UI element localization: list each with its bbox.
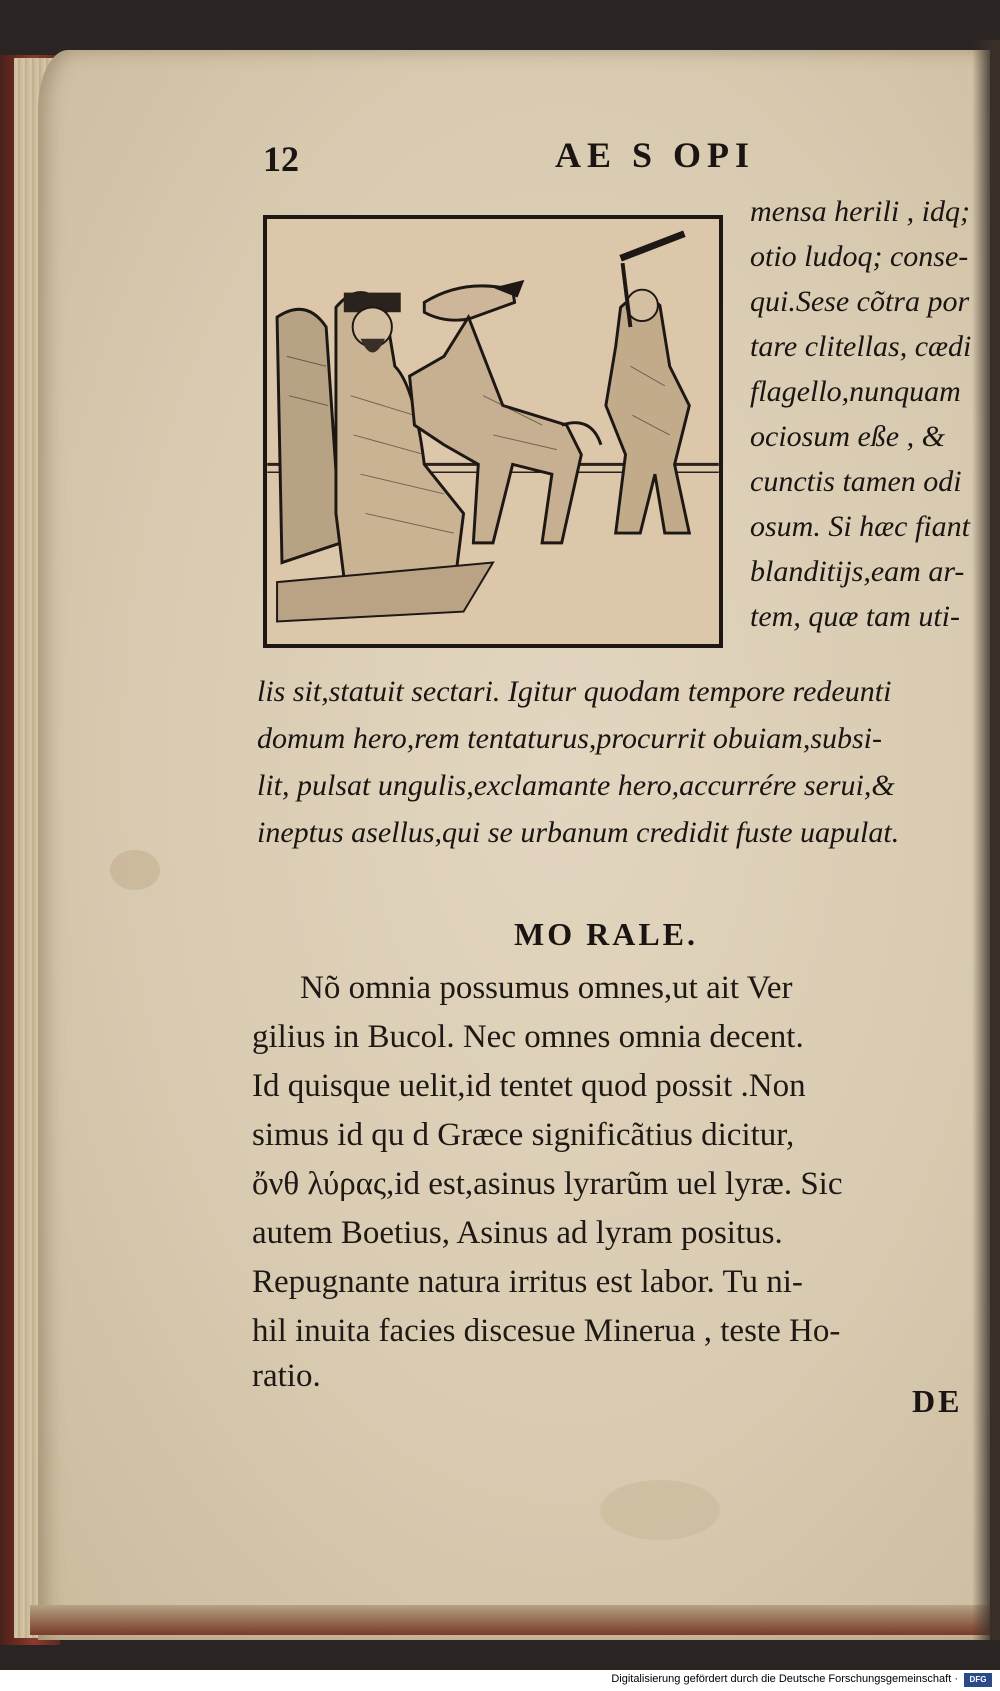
moral-heading: MO RALE. [514,916,698,952]
text-line: otio ludoq; conse- [750,240,969,273]
text-line: gilius in Bucol. Nec omnes omnia decent. [252,1019,804,1055]
woodcut-illustration [263,215,723,648]
text-line: hil inuita facies discesue Minerua , teste Ho- [252,1313,841,1349]
text-line: lit, pulsat ungulis,exclamante hero,accurrére serui,& [257,769,895,802]
text-line: ὄνθ λύρας,id est,asinus lyrarũm uel lyræ. Sic [252,1166,843,1202]
running-head: AE S OPI [555,135,756,175]
text-line: Id quisque uelit,id tentet quod possit .Non [252,1068,806,1104]
paper-stain [600,1480,720,1540]
text-line: blanditijs,eam ar- [750,555,965,588]
digitization-credit-bar [0,1670,1000,1691]
text-line: ociosum eße , & [750,420,945,453]
text-line: tem, quæ tam uti- [750,600,960,633]
text-line: tare clitellas, cædi [750,330,972,363]
text-line: lis sit,statuit sectari. Igitur quodam tempore redeunti [257,675,892,708]
woodcut-image [267,219,719,644]
text-line: osum. Si hæc fiant [750,510,971,543]
dfg-logo-icon: DFG [964,1673,992,1687]
text-line: ratio. [252,1358,321,1394]
text-line: simus id qu d Græce significãtius dicitur, [252,1117,795,1153]
text-line: Nõ omnia possumus omnes,ut ait Ver [300,970,793,1006]
text-line: Repugnante natura irritus est labor. Tu ni- [252,1264,803,1300]
page-number: 12 [263,139,299,179]
text-line: autem Boetius, Asinus ad lyram positus. [252,1215,783,1251]
paper-stain [110,850,160,890]
text-line: cunctis tamen odi [750,465,962,498]
text-line: ineptus asellus,qui se urbanum credidit fuste uapulat. [257,816,900,849]
text-line: domum hero,rem tentaturus,procurrit obuiam,subsi- [257,722,882,755]
page-bottom-edge [30,1605,990,1635]
gutter-shadow [972,40,1000,1640]
catchword: DE [912,1383,963,1419]
text-line: mensa herili , idq; [750,195,970,228]
text-line: qui.Sese cõtra por [750,285,970,318]
digitization-credit: Digitalisierung gefördert durch die Deutsche Forschungsgemeinschaft · [611,1673,958,1685]
text-line: flagello,nunquam [750,375,961,408]
